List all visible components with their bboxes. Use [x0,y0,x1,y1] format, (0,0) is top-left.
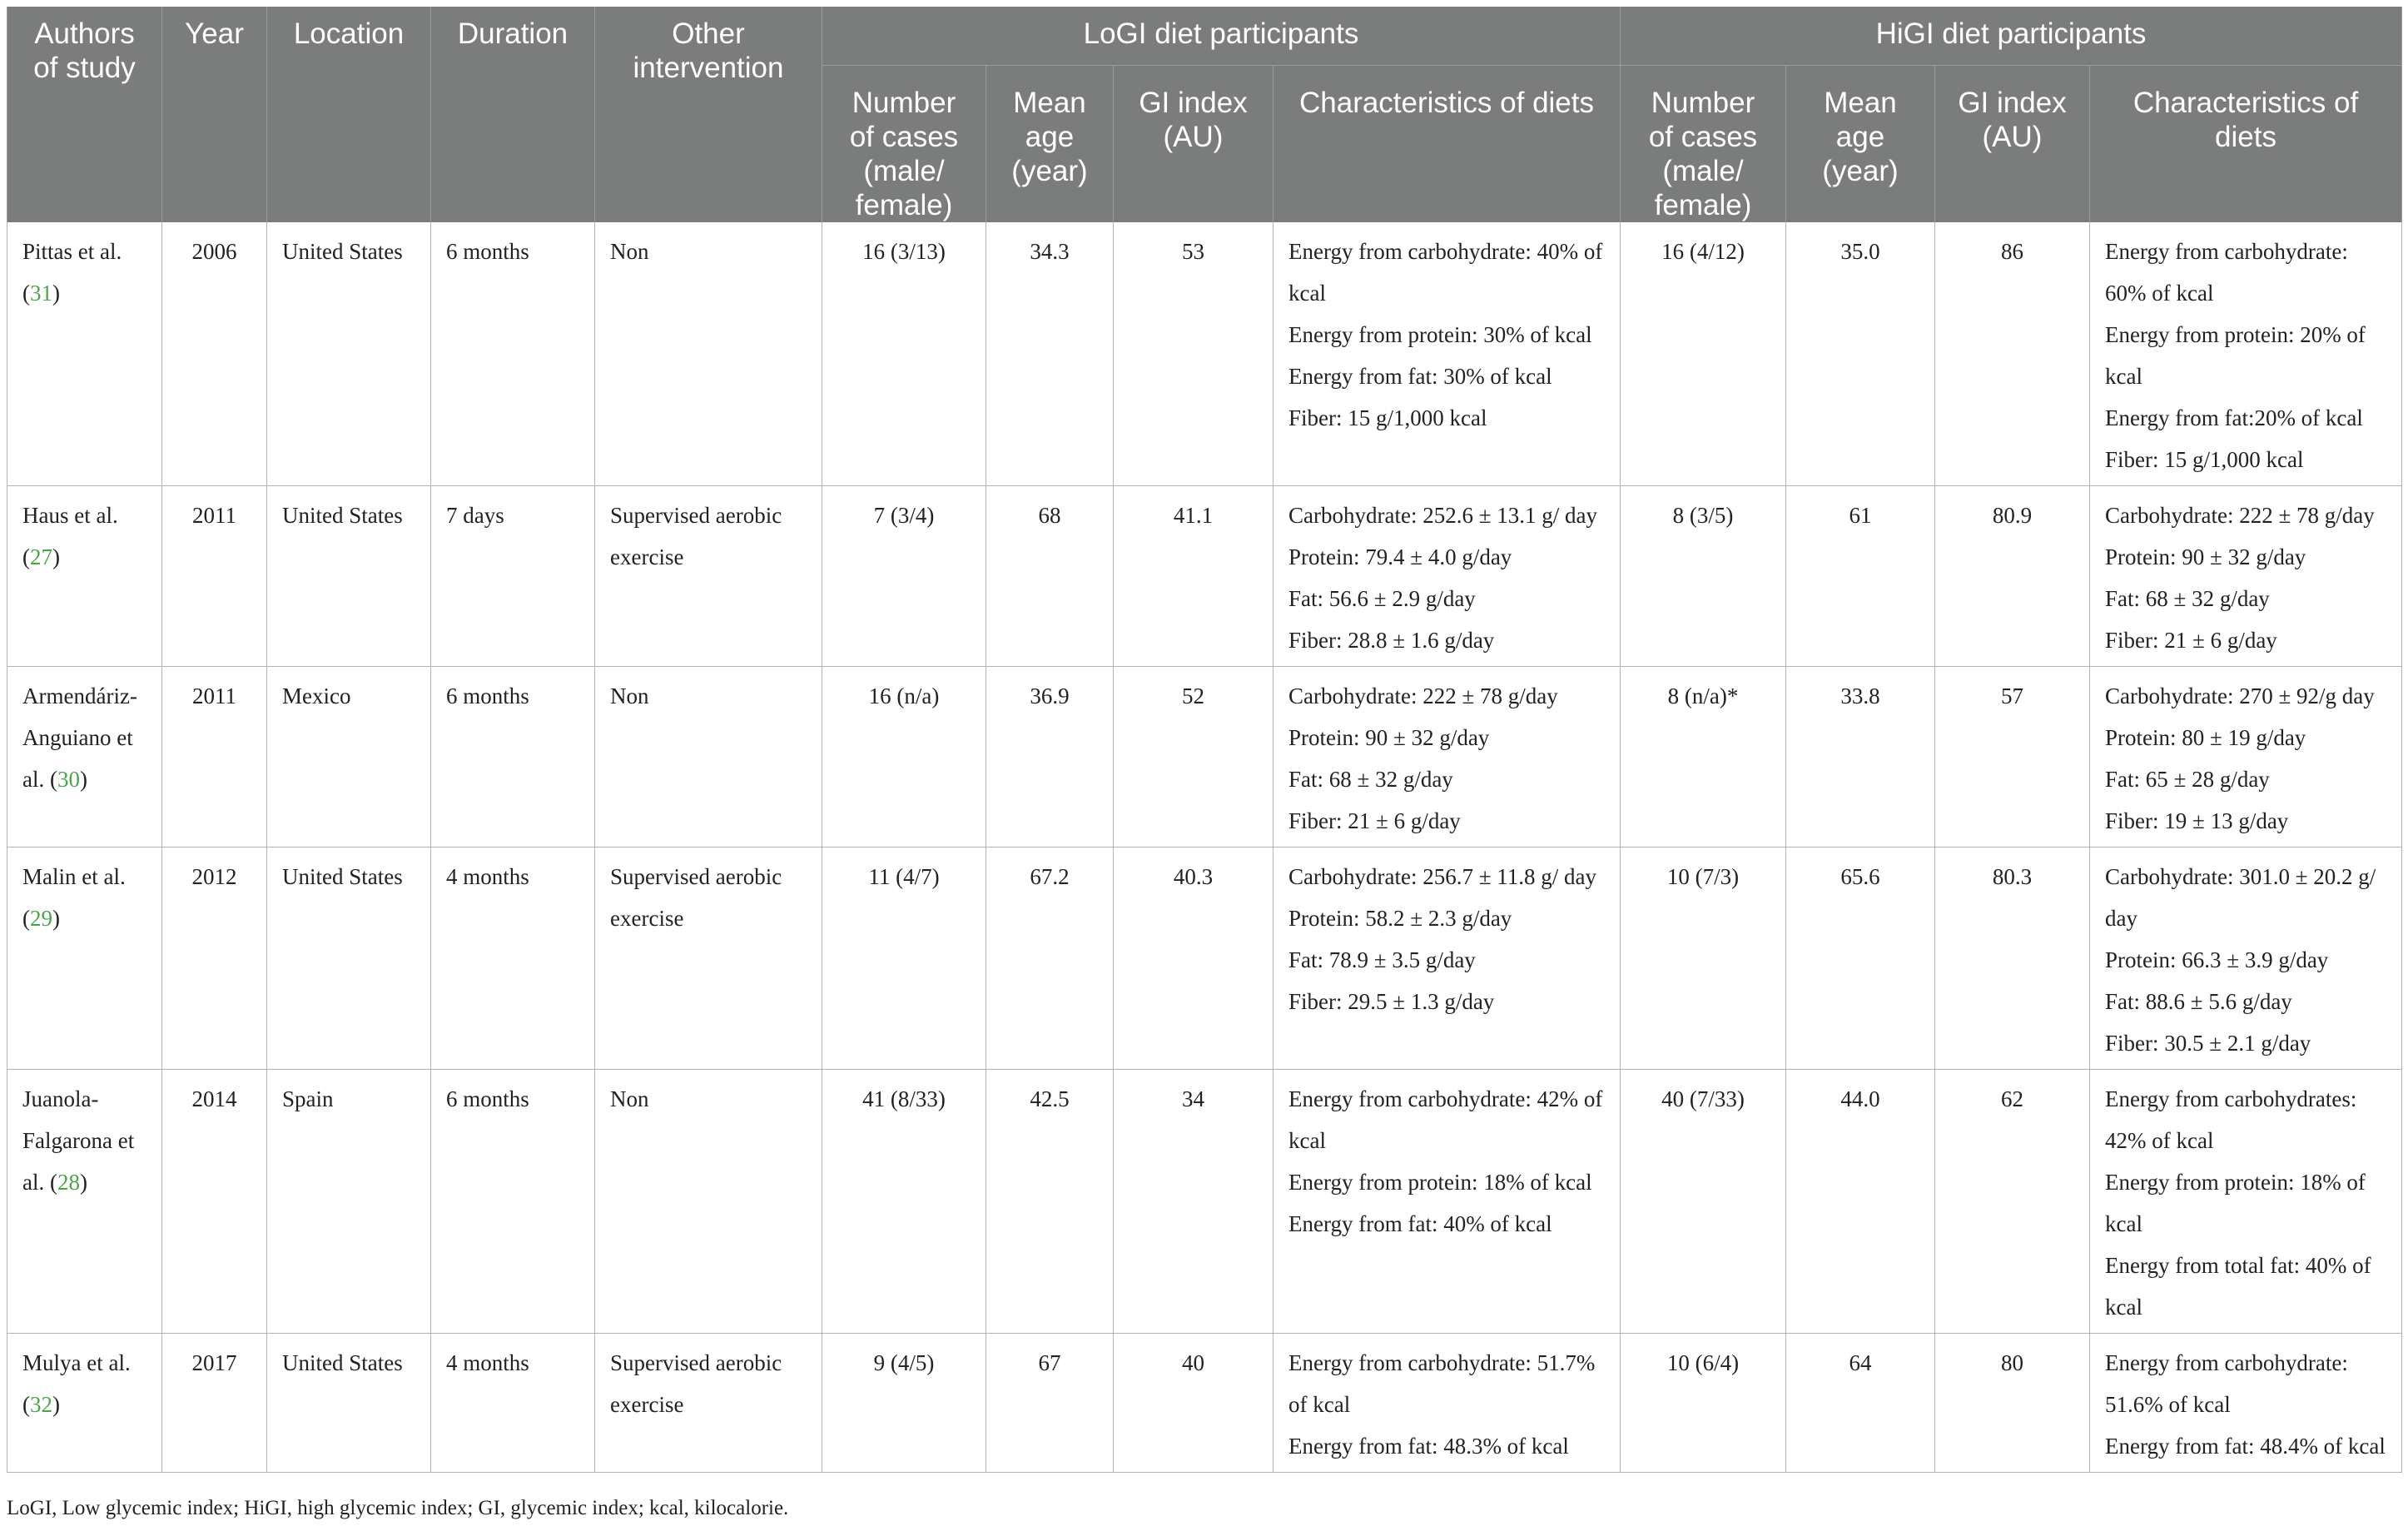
author-name: Mulya et al. ( [22,1350,131,1417]
col-header-higi-age: Mean age (year) [1786,66,1935,223]
diet-characteristic-item: Fiber: 15 g/1,000 kcal [2105,447,2304,472]
diet-characteristic-item: Fiber: 15 g/1,000 kcal [1288,405,1487,430]
cell-authors [7,222,162,486]
cell-logi-gi: 53 [1114,222,1274,486]
table-footnote: LoGI, Low glycemic index; HiGI, high glycemic index; GI, glycemic index; kcal, kilocalorie. [7,1497,789,1519]
diet-characteristic-item: Fat: 68 ± 32 g/day [1288,767,1453,792]
cell-higi-age: 44.0 [1786,1070,1935,1334]
diet-characteristic-item: Energy from protein: 20% of kcal [2105,322,2366,389]
cell-higi-characteristics [2090,1334,2402,1473]
cell-duration: 6 months [431,667,595,848]
cell-higi-characteristics [2090,848,2402,1070]
cell-location: Spain [267,1070,431,1334]
diet-characteristic-item: Fiber: 21 ± 6 g/day [1288,808,1461,833]
author-name-tail: ) [79,767,87,792]
cell-higi-characteristics [2090,1070,2402,1334]
table-body [7,222,2402,1473]
col-header-higi-cases: Number of cases (male/ female) [1621,66,1786,223]
cell-logi-gi: 41.1 [1114,486,1274,667]
cell-duration: 7 days [431,486,595,667]
diet-characteristic-item: Carbohydrate: 252.6 ± 13.1 g/ day [1288,503,1597,528]
cell-higi-cases: 16 (4/12) [1621,222,1786,486]
cell-logi-age: 67.2 [986,848,1114,1070]
diet-characteristic-item: Fiber: 30.5 ± 2.1 g/day [2105,1031,2311,1056]
cell-logi-characteristics [1274,1334,1621,1473]
cell-duration: 4 months [431,1334,595,1473]
author-name: Juanola- Falgarona et al. ( [22,1086,135,1195]
author-name: Armendáriz- Anguiano et al. ( [22,683,137,792]
author-name: Haus et al. ( [22,503,118,569]
diet-characteristic-item: Energy from protein: 18% of kcal [1288,1170,1592,1195]
cell-higi-age: 35.0 [1786,222,1935,486]
reference-link[interactable]: 31 [30,281,52,306]
cell-year: 2011 [162,667,267,848]
author-name-tail: ) [52,281,60,306]
diet-characteristic-item: Carbohydrate: 222 ± 78 g/day [2105,503,2375,528]
cell-higi-cases: 10 (7/3) [1621,848,1786,1070]
cell-duration: 6 months [431,1070,595,1334]
author-name-tail: ) [52,1392,60,1417]
diet-characteristic-item: Fiber: 29.5 ± 1.3 g/day [1288,989,1495,1014]
cell-higi-age: 61 [1786,486,1935,667]
diet-characteristic-item: Energy from carbohydrate: 60% of kcal [2105,239,2348,306]
cell-logi-cases: 7 (3/4) [822,486,986,667]
cell-higi-gi: 86 [1935,222,2090,486]
col-header-year: Year [162,7,267,222]
cell-higi-characteristics [2090,667,2402,848]
cell-year: 2017 [162,1334,267,1473]
cell-location: United States [267,486,431,667]
table-row [7,667,2402,848]
col-header-logi-gi: GI index (AU) [1114,66,1274,223]
col-header-logi-age: Mean age (year) [986,66,1114,223]
cell-logi-gi: 40 [1114,1334,1274,1473]
cell-logi-cases: 41 (8/33) [822,1070,986,1334]
diet-characteristic-item: Fiber: 21 ± 6 g/day [2105,628,2277,653]
cell-location: United States [267,1334,431,1473]
diet-characteristic-item: Fiber: 19 ± 13 g/day [2105,808,2289,833]
author-name: Malin et al. ( [22,864,126,931]
diet-characteristic-item: Protein: 58.2 ± 2.3 g/day [1288,906,1512,931]
cell-higi-age: 64 [1786,1334,1935,1473]
diet-characteristic-item: Fat: 68 ± 32 g/day [2105,586,2270,611]
diet-characteristic-item: Energy from carbohydrate: 51.6% of kcal [2105,1350,2348,1417]
cell-higi-cases: 8 (n/a)* [1621,667,1786,848]
diet-characteristic-item: Fat: 78.9 ± 3.5 g/day [1288,947,1476,972]
cell-logi-age: 34.3 [986,222,1114,486]
cell-logi-characteristics [1274,486,1621,667]
cell-duration: 6 months [431,222,595,486]
diet-characteristic-item: Carbohydrate: 256.7 ± 11.8 g/ day [1288,864,1596,889]
cell-other-intervention: Supervised aerobic exercise [595,1334,822,1473]
diet-characteristic-item: Protein: 90 ± 32 g/day [2105,544,2306,569]
diet-characteristic-item: Energy from fat: 48.3% of kcal [1288,1434,1569,1459]
col-header-higi-gi: GI index (AU) [1935,66,2090,223]
cell-higi-gi: 80.3 [1935,848,2090,1070]
cell-year: 2012 [162,848,267,1070]
cell-higi-cases: 8 (3/5) [1621,486,1786,667]
study-characteristics-table [7,7,2402,1473]
header-row-group [7,7,2402,66]
cell-higi-gi: 62 [1935,1070,2090,1334]
cell-higi-characteristics [2090,222,2402,486]
cell-logi-characteristics [1274,1070,1621,1334]
col-header-duration: Duration [431,7,595,222]
cell-authors [7,486,162,667]
cell-logi-gi: 34 [1114,1070,1274,1334]
table-row [7,1070,2402,1334]
diet-characteristic-item: Energy from protein: 30% of kcal [1288,322,1592,347]
group-header-higi: HiGI diet participants [1621,7,2402,66]
diet-characteristic-item: Fat: 56.6 ± 2.9 g/day [1288,586,1476,611]
reference-link[interactable]: 29 [30,906,52,931]
diet-characteristic-item: Energy from protein: 18% of kcal [2105,1170,2366,1236]
cell-location: United States [267,222,431,486]
cell-authors [7,1070,162,1334]
diet-characteristic-item: Fiber: 28.8 ± 1.6 g/day [1288,628,1495,653]
cell-higi-age: 33.8 [1786,667,1935,848]
col-header-logi-characteristics: Characteristics of diets [1274,66,1621,223]
cell-logi-cases: 16 (n/a) [822,667,986,848]
cell-higi-cases: 40 (7/33) [1621,1070,1786,1334]
cell-logi-gi: 52 [1114,667,1274,848]
cell-higi-gi: 80 [1935,1334,2090,1473]
cell-higi-characteristics [2090,486,2402,667]
diet-characteristic-item: Energy from fat: 40% of kcal [1288,1211,1552,1236]
table-row [7,848,2402,1070]
diet-characteristic-item: Carbohydrate: 301.0 ± 20.2 g/ day [2105,864,2376,931]
reference-link[interactable]: 27 [30,544,52,569]
table-row [7,486,2402,667]
cell-year: 2014 [162,1070,267,1334]
cell-authors [7,848,162,1070]
diet-characteristic-item: Fat: 65 ± 28 g/day [2105,767,2270,792]
cell-logi-age: 36.9 [986,667,1114,848]
col-header-authors: Authors of study [7,7,162,222]
author-name-tail: ) [79,1170,87,1195]
diet-characteristic-item: Energy from carbohydrate: 42% of kcal [1288,1086,1603,1153]
cell-logi-characteristics [1274,222,1621,486]
diet-characteristic-item: Protein: 79.4 ± 4.0 g/day [1288,544,1512,569]
diet-characteristic-item: Energy from fat:20% of kcal [2105,405,2363,430]
diet-characteristic-item: Protein: 90 ± 32 g/day [1288,725,1490,750]
cell-logi-age: 68 [986,486,1114,667]
cell-higi-age: 65.6 [1786,848,1935,1070]
reference-link[interactable]: 30 [57,767,80,792]
cell-higi-gi: 57 [1935,667,2090,848]
author-name: Pittas et al. ( [22,239,122,306]
cell-logi-cases: 11 (4/7) [822,848,986,1070]
cell-year: 2006 [162,222,267,486]
author-name-tail: ) [52,906,60,931]
cell-logi-characteristics [1274,848,1621,1070]
diet-characteristic-item: Carbohydrate: 222 ± 78 g/day [1288,683,1558,708]
diet-characteristic-item: Energy from total fat: 40% of kcal [2105,1253,2371,1320]
cell-logi-gi: 40.3 [1114,848,1274,1070]
cell-logi-age: 67 [986,1334,1114,1473]
table-row [7,222,2402,486]
diet-characteristic-item: Energy from carbohydrate: 51.7% of kcal [1288,1350,1596,1417]
cell-authors [7,667,162,848]
reference-link[interactable]: 28 [57,1170,80,1195]
cell-year: 2011 [162,486,267,667]
cell-other-intervention: Non [595,222,822,486]
group-header-logi: LoGI diet participants [822,7,1621,66]
cell-duration: 4 months [431,848,595,1070]
cell-higi-cases: 10 (6/4) [1621,1334,1786,1473]
author-name-tail: ) [52,544,60,569]
cell-authors [7,1334,162,1473]
diet-characteristic-item: Protein: 80 ± 19 g/day [2105,725,2306,750]
diet-characteristic-item: Energy from fat: 48.4% of kcal [2105,1434,2386,1459]
cell-other-intervention: Non [595,1070,822,1334]
cell-logi-cases: 9 (4/5) [822,1334,986,1473]
diet-characteristic-item: Carbohydrate: 270 ± 92/g day [2105,683,2375,708]
col-header-location: Location [267,7,431,222]
diet-characteristic-item: Energy from fat: 30% of kcal [1288,364,1552,389]
cell-location: United States [267,848,431,1070]
col-header-other-intervention: Other intervention [595,7,822,222]
reference-link[interactable]: 32 [30,1392,52,1417]
col-header-logi-cases: Number of cases (male/ female) [822,66,986,223]
cell-logi-cases: 16 (3/13) [822,222,986,486]
col-header-higi-characteristics: Characteristics of diets [2090,66,2402,223]
diet-characteristic-item: Fat: 88.6 ± 5.6 g/day [2105,989,2292,1014]
diet-characteristic-item: Energy from carbohydrates: 42% of kcal [2105,1086,2357,1153]
cell-higi-gi: 80.9 [1935,486,2090,667]
cell-other-intervention: Non [595,667,822,848]
table-row [7,1334,2402,1473]
diet-characteristic-item: Energy from carbohydrate: 40% of kcal [1288,239,1603,306]
cell-other-intervention: Supervised aerobic exercise [595,486,822,667]
diet-characteristic-item: Protein: 66.3 ± 3.9 g/day [2105,947,2329,972]
cell-location: Mexico [267,667,431,848]
cell-logi-age: 42.5 [986,1070,1114,1334]
cell-other-intervention: Supervised aerobic exercise [595,848,822,1070]
data-table-container [7,7,2401,1473]
cell-logi-characteristics [1274,667,1621,848]
